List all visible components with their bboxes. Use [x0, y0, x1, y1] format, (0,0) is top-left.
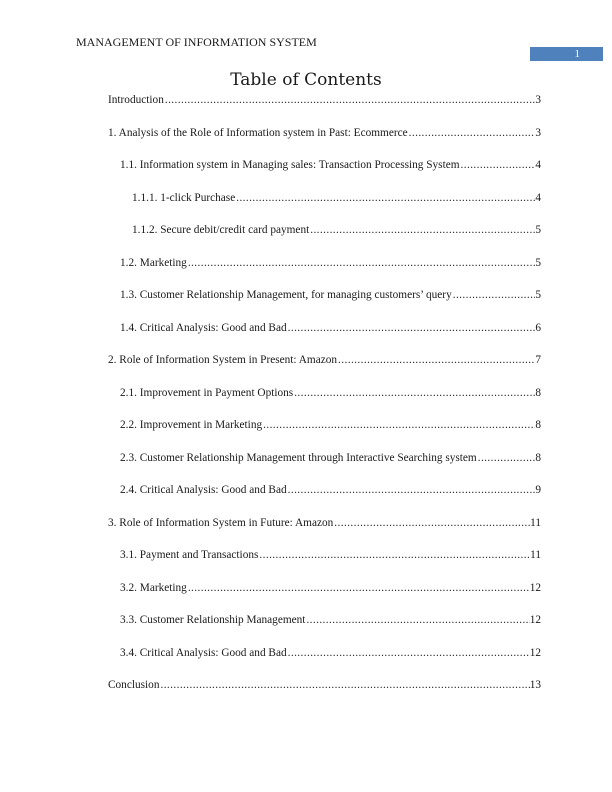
toc-entry-section-2-4[interactable]	[120, 482, 541, 498]
toc-entry-label: 2.3. Customer Relationship Management through Interactive Searching system	[120, 451, 477, 464]
dot-leader	[188, 255, 536, 271]
toc-entry-page: 5	[535, 289, 541, 301]
toc-entry-label: 3.2. Marketing	[120, 581, 187, 594]
dot-leader	[165, 92, 535, 108]
toc-entry-page: 11	[530, 516, 541, 529]
toc-entry-page: 13	[529, 679, 541, 691]
toc-entry-section-1-3[interactable]	[120, 287, 541, 303]
toc-entry-label: 2.1. Improvement in Payment Options	[120, 386, 294, 399]
toc-entry-section-2-1[interactable]	[120, 385, 541, 401]
toc-entry-section-3-1[interactable]	[120, 547, 541, 563]
toc-entry-section-1-1[interactable]	[120, 157, 541, 173]
toc-entry-section-2[interactable]	[108, 352, 541, 368]
toc-entry-label: 1.1.1. 1-click Purchase	[132, 191, 236, 204]
toc-entry-section-3-3[interactable]	[120, 612, 541, 628]
toc-entry-section-1[interactable]	[108, 125, 541, 141]
toc-entry-label: 1.1. Information system in Managing sales: Transaction Processing System	[120, 159, 460, 171]
toc-entry-section-3[interactable]	[108, 515, 541, 531]
dot-leader	[288, 320, 536, 336]
dot-leader	[478, 450, 536, 466]
toc-entry-page: 5	[535, 224, 541, 236]
toc-title: Table of Contents	[230, 70, 382, 90]
toc-entry-label: 2.2. Improvement in Marketing	[120, 419, 263, 431]
toc-entry-label: 1.4. Critical Analysis: Good and Bad	[120, 321, 287, 334]
toc-entry-label: 2.4. Critical Analysis: Good and Bad	[120, 484, 287, 496]
toc-entry-page: 8	[535, 386, 541, 399]
toc-entry-label: 3.1. Payment and Transactions	[120, 549, 259, 561]
dot-leader	[294, 385, 535, 401]
toc-entry-page: 7	[535, 354, 541, 366]
toc-entry-page: 4	[535, 159, 541, 171]
page-number-badge: 1	[530, 47, 603, 61]
dot-leader	[338, 352, 535, 368]
toc-entry-page: 12	[529, 646, 541, 659]
toc-entry-label: 2. Role of Information System in Present: Amazon	[108, 354, 338, 366]
toc-entry-page: 11	[530, 549, 541, 561]
toc-entry-label: 1. Analysis of the Role of Information system in Past: Ecommerce	[108, 126, 408, 139]
toc-entry-section-2-2[interactable]	[120, 417, 541, 433]
toc-entry-introduction[interactable]	[108, 92, 541, 108]
dot-leader	[409, 125, 536, 141]
toc-entry-page: 3	[535, 94, 541, 106]
toc-entry-label: Introduction	[108, 94, 164, 106]
toc-entry-label: 3.3. Customer Relationship Management	[120, 614, 306, 626]
toc-entry-page: 6	[535, 321, 541, 334]
toc-entry-label: 3. Role of Information System in Future: Amazon	[108, 516, 334, 529]
dot-leader	[310, 222, 535, 238]
toc-entry-label: 1.1.2. Secure debit/credit card payment	[132, 224, 310, 236]
dot-leader	[306, 612, 529, 628]
toc-entry-page: 9	[535, 484, 541, 496]
toc-entry-label: 1.3. Customer Relationship Management, for managing customers’ query	[120, 289, 452, 301]
dot-leader	[288, 645, 530, 661]
toc-entry-label: 3.4. Critical Analysis: Good and Bad	[120, 646, 287, 659]
toc-entry-label: Conclusion	[108, 679, 160, 691]
toc-entry-section-1-1-1[interactable]	[132, 190, 541, 206]
toc-entry-section-2-3[interactable]	[120, 450, 541, 466]
toc-entry-page: 3	[535, 126, 541, 139]
dot-leader	[188, 580, 530, 596]
toc-entry-page: 5	[535, 256, 541, 269]
toc-entry-conclusion[interactable]	[108, 677, 541, 693]
dot-leader	[461, 157, 536, 173]
dot-leader	[334, 515, 530, 531]
toc-entry-section-1-1-2[interactable]	[132, 222, 541, 238]
toc-entry-page: 12	[529, 614, 541, 626]
toc-entry-section-3-4[interactable]	[120, 645, 541, 661]
dot-leader	[160, 677, 529, 693]
running-header-title: MANAGEMENT OF INFORMATION SYSTEM	[76, 35, 317, 49]
dot-leader	[259, 547, 530, 563]
toc-entry-section-1-2[interactable]	[120, 255, 541, 271]
dot-leader	[288, 482, 536, 498]
toc-entry-page: 8	[535, 451, 541, 464]
dot-leader	[453, 287, 536, 303]
dot-leader	[263, 417, 535, 433]
toc-entry-section-1-4[interactable]	[120, 320, 541, 336]
toc-entry-page: 4	[535, 191, 541, 204]
dot-leader	[236, 190, 535, 206]
toc-entry-section-3-2[interactable]	[120, 580, 541, 596]
toc-entry-page: 12	[529, 581, 541, 594]
toc-entry-label: 1.2. Marketing	[120, 256, 187, 269]
toc-entry-page: 8	[535, 419, 541, 431]
